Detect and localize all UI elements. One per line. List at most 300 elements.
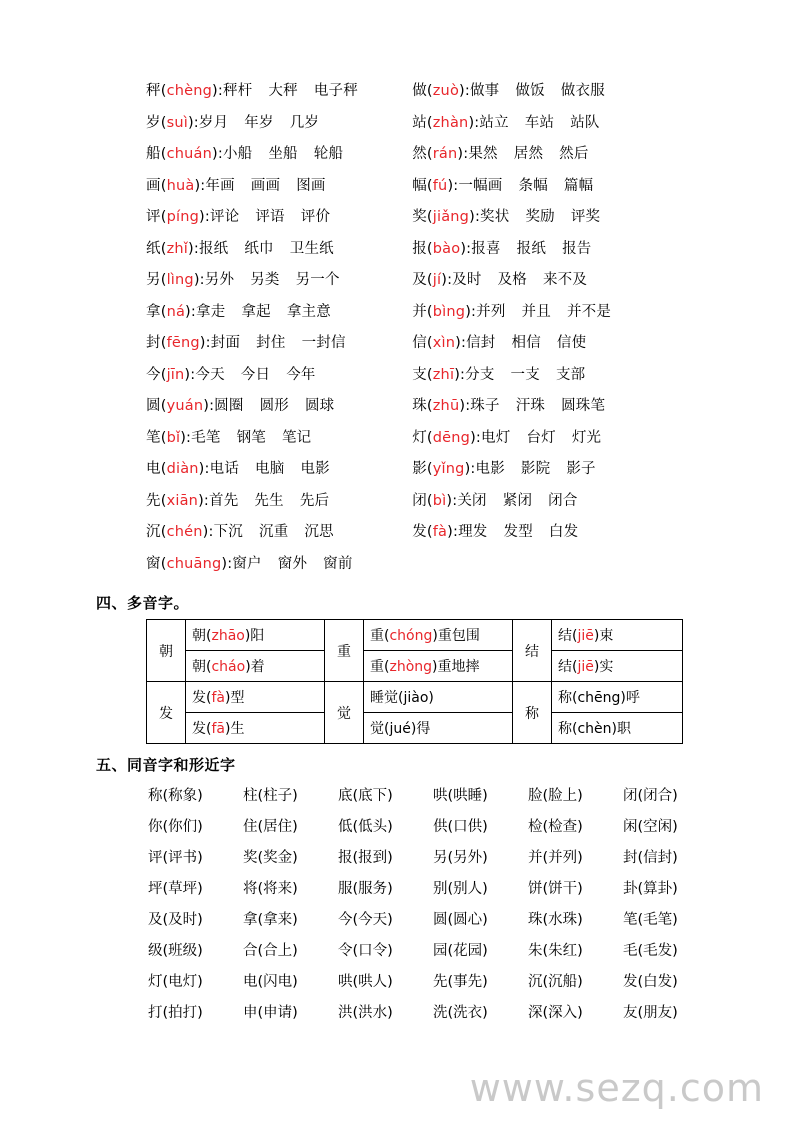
homophone-cell: 今(今天)	[338, 912, 393, 928]
word-entry-right	[412, 234, 716, 266]
word-term: 钢笔	[236, 429, 266, 446]
word-headword: 并(bìng):	[412, 303, 477, 320]
word-term: 影子	[566, 461, 596, 477]
document-content	[96, 76, 716, 1029]
homophone-cell: 先(事先)	[433, 974, 488, 990]
word-term: 轮船	[313, 146, 344, 162]
section-5-heading: 五、同音字和形近字	[96, 756, 236, 774]
word-entry-left	[96, 517, 412, 549]
mp-word-cell: 朝(zhāo)阳	[186, 620, 325, 651]
homophone-cell: 低(低头)	[338, 819, 393, 835]
word-term: 奖励	[525, 209, 555, 225]
homophone-cell: 发(白发)	[623, 974, 678, 990]
pinyin-word-list-body	[96, 76, 716, 580]
pinyin: chuán	[166, 146, 212, 162]
pinyin: píng	[166, 209, 199, 225]
homophone-cell: 你(你们)	[148, 819, 203, 835]
word-entry-left	[96, 391, 412, 423]
homophone-cell: 底(底下)	[338, 788, 393, 804]
word-term: 下沉	[213, 524, 243, 540]
pinyin: jiē	[577, 628, 594, 644]
word-row	[96, 454, 716, 486]
word-term: 相信	[511, 335, 541, 351]
word-term: 评语	[255, 209, 285, 225]
homophone-cell: 服(服务)	[338, 881, 393, 897]
word-term: 卫生纸	[289, 240, 334, 257]
word-term: 今年	[286, 366, 316, 383]
pinyin: bìng	[432, 303, 466, 320]
word-headword: 拿(ná):	[146, 303, 196, 320]
word-term: 先后	[299, 492, 330, 509]
word-term: 果然	[468, 146, 498, 162]
homophone-cell: 洪(洪水)	[338, 1005, 393, 1021]
word-entry-left	[96, 265, 412, 297]
pinyin: xìn	[432, 335, 456, 351]
word-term: 电子秤	[313, 83, 358, 99]
word-headword: 纸(zhǐ):	[146, 240, 199, 257]
word-term: 首先	[209, 492, 239, 509]
word-term: 报告	[562, 240, 592, 257]
word-entry-left	[96, 423, 412, 455]
word-term: 拿起	[241, 303, 271, 320]
word-entry-left	[96, 234, 412, 266]
pinyin: fēng	[166, 335, 200, 351]
word-term: 做饭	[515, 83, 545, 99]
word-term: 纸巾	[244, 240, 274, 257]
word-entry-right	[412, 549, 716, 581]
word-term: 奖状	[480, 209, 510, 225]
word-entry-right	[412, 202, 716, 234]
word-term: 沉重	[259, 524, 289, 540]
word-term: 发型	[503, 524, 533, 540]
homophone-cell: 评(评书)	[148, 850, 203, 866]
pinyin: chuāng	[166, 555, 222, 572]
word-term: 沉思	[304, 524, 334, 540]
mp-row	[147, 651, 683, 682]
word-row	[96, 360, 716, 392]
pinyin: dēng	[432, 429, 471, 446]
pinyin-word-list	[96, 76, 716, 580]
word-entry-right	[412, 391, 716, 423]
word-entry-left	[96, 360, 412, 392]
word-term: 做事	[469, 83, 500, 99]
homophone-cell: 封(信封)	[623, 850, 678, 866]
word-row	[96, 549, 716, 581]
homophone-cell: 饼(饼干)	[528, 881, 583, 897]
word-headword: 及(jí):	[412, 272, 453, 288]
homophone-body	[146, 781, 716, 1029]
word-headword: 报(bào):	[412, 240, 472, 257]
pinyin: jīn	[166, 366, 185, 383]
word-term: 然后	[559, 146, 589, 162]
homophone-cell: 脸(脸上)	[528, 788, 583, 804]
pinyin: zhǐ	[166, 240, 188, 257]
mp-character: 结	[513, 620, 552, 682]
word-headword: 电(diàn):	[146, 461, 210, 477]
homophone-cell: 将(将来)	[243, 881, 298, 897]
mp-row	[147, 620, 683, 651]
homophone-cell: 闭(闭合)	[623, 788, 678, 804]
homophone-cell: 级(班级)	[148, 943, 203, 959]
word-headword: 另(lìng):	[146, 272, 205, 288]
homophone-cell: 园(花园)	[433, 943, 488, 959]
word-entry-left	[96, 328, 412, 360]
word-headword: 岁(suì):	[146, 114, 199, 131]
word-term: 年岁	[244, 114, 274, 131]
word-entry-left	[96, 202, 412, 234]
word-term: 窗户	[232, 555, 262, 572]
word-term: 拿走	[196, 303, 226, 320]
word-term: 篇幅	[563, 177, 594, 194]
word-entry-right	[412, 328, 716, 360]
pinyin: zhòng	[389, 659, 433, 675]
word-term: 小船	[222, 146, 253, 162]
homophone-cell: 柱(柱子)	[243, 788, 298, 804]
word-row	[96, 234, 716, 266]
mp-word-cell: 重(zhòng)重地摔	[364, 651, 513, 682]
word-entry-left	[96, 171, 412, 203]
word-headword: 支(zhī):	[412, 366, 466, 383]
mp-word-cell: 重(chóng)重包围	[364, 620, 513, 651]
word-term: 圆珠笔	[561, 398, 606, 414]
word-entry-right	[412, 454, 716, 486]
homophone-cell: 令(口令)	[338, 943, 393, 959]
word-term: 拿主意	[286, 303, 331, 320]
word-headword: 沉(chén):	[146, 524, 214, 540]
word-row	[96, 297, 716, 329]
pinyin: suì	[166, 114, 188, 131]
word-row	[96, 139, 716, 171]
pinyin: bì	[432, 492, 447, 509]
word-term: 报喜	[471, 240, 501, 257]
word-headword: 封(fēng):	[146, 335, 211, 351]
pinyin: chēng	[577, 690, 621, 706]
homophone-cell: 朱(朱红)	[528, 943, 583, 959]
word-headword: 画(huà):	[146, 177, 206, 194]
word-row	[96, 76, 716, 108]
word-entry-left	[96, 297, 412, 329]
mp-character: 发	[147, 682, 186, 744]
word-entry-right	[412, 517, 716, 549]
homophone-cell: 别(别人)	[433, 881, 488, 897]
homophone-cell: 住(居住)	[243, 819, 298, 835]
word-term: 珠子	[470, 398, 500, 414]
mp-row	[147, 682, 683, 713]
homophone-cell: 奖(奖金)	[243, 850, 298, 866]
pinyin: jué	[389, 721, 411, 737]
word-term: 电话	[209, 461, 240, 477]
word-row	[96, 328, 716, 360]
word-term: 今天	[195, 366, 225, 383]
homophone-row	[146, 905, 716, 936]
pinyin: chóng	[389, 628, 433, 644]
word-term: 封面	[210, 335, 241, 351]
pinyin: jiē	[577, 659, 594, 675]
word-entry-right	[412, 297, 716, 329]
homophone-cell: 供(口供)	[433, 819, 488, 835]
homophone-cell: 另(另外)	[433, 850, 488, 866]
pinyin: yuán	[166, 398, 204, 414]
word-term: 灯光	[571, 429, 602, 446]
word-entry-right	[412, 139, 716, 171]
pinyin: huà	[166, 177, 195, 194]
word-term: 一幅画	[458, 177, 503, 194]
word-term: 圆圈	[214, 398, 244, 414]
word-term: 车站	[524, 114, 555, 131]
pinyin: ná	[166, 303, 186, 320]
pinyin: jí	[432, 272, 442, 288]
word-term: 评价	[300, 209, 331, 225]
word-term: 站立	[479, 114, 509, 131]
homophone-table	[146, 781, 716, 1029]
pinyin: rán	[432, 146, 458, 162]
homophone-cell: 深(深入)	[528, 1005, 583, 1021]
homophone-cell: 合(合上)	[243, 943, 298, 959]
multi-pronunciation-table-wrap	[96, 619, 716, 744]
word-headword: 船(chuán):	[146, 146, 223, 162]
word-term: 信使	[556, 335, 587, 351]
homophone-cell: 珠(水珠)	[528, 912, 583, 928]
word-term: 电影	[475, 461, 505, 477]
word-term: 及格	[497, 272, 527, 288]
homophone-cell: 哄(哄睡)	[433, 788, 488, 804]
word-row	[96, 202, 716, 234]
word-entry-right	[412, 360, 716, 392]
pinyin: zuò	[432, 83, 460, 99]
word-term: 站队	[570, 114, 600, 131]
word-term: 居然	[513, 146, 544, 162]
pinyin: zhāo	[211, 628, 245, 644]
homophone-row	[146, 967, 716, 998]
word-headword: 做(zuò):	[412, 83, 470, 99]
word-term: 圆形	[259, 398, 289, 414]
homophone-row	[146, 874, 716, 905]
word-term: 白发	[548, 524, 579, 540]
word-term: 电脑	[255, 461, 285, 477]
word-entry-left	[96, 76, 412, 108]
word-term: 电灯	[481, 429, 511, 446]
word-entry-left	[96, 454, 412, 486]
pinyin: chèng	[166, 83, 213, 99]
mp-word-cell: 朝(cháo)着	[186, 651, 325, 682]
pinyin: jiǎng	[432, 209, 470, 225]
word-headword: 圆(yuán):	[146, 398, 215, 414]
word-term: 图画	[296, 177, 326, 194]
homophone-row	[146, 812, 716, 843]
word-term: 并且	[521, 303, 551, 320]
word-term: 信封	[466, 335, 496, 351]
word-headword: 站(zhàn):	[412, 114, 480, 131]
word-row	[96, 265, 716, 297]
homophone-cell: 并(并列)	[528, 850, 583, 866]
word-term: 并列	[476, 303, 506, 320]
word-headword: 信(xìn):	[412, 335, 467, 351]
homophone-cell: 申(申请)	[243, 1005, 298, 1021]
mp-character: 重	[325, 620, 364, 682]
word-headword: 今(jīn):	[146, 366, 196, 383]
homophone-cell: 闲(空闲)	[623, 819, 678, 835]
pinyin: fú	[432, 177, 448, 194]
mp-word-cell: 发(fà)型	[186, 682, 325, 713]
mp-word-cell: 结(jiē)束	[552, 620, 683, 651]
word-entry-right	[412, 108, 716, 140]
homophone-cell: 笔(毛笔)	[623, 912, 678, 928]
multi-pronunciation-table	[146, 619, 683, 744]
word-headword: 奖(jiǎng):	[412, 209, 481, 225]
word-term: 支部	[555, 366, 586, 383]
word-row	[96, 486, 716, 518]
word-headword: 珠(zhū):	[412, 398, 471, 414]
homophone-cell: 称(称象)	[148, 788, 203, 804]
homophone-cell: 坪(草坪)	[148, 881, 203, 897]
homophone-cell: 哄(哄人)	[338, 974, 393, 990]
word-row	[96, 171, 716, 203]
mp-word-cell: 称(chèn)职	[552, 713, 683, 744]
mp-word-cell: 觉(jué)得	[364, 713, 513, 744]
word-headword: 发(fà):	[412, 524, 459, 540]
homophone-cell: 沉(沉船)	[528, 974, 583, 990]
word-term: 一封信	[301, 335, 346, 351]
word-term: 报纸	[198, 240, 229, 257]
homophone-cell: 卦(算卦)	[623, 881, 678, 897]
pinyin: chèn	[577, 721, 612, 737]
multi-pronunciation-body	[147, 620, 683, 744]
word-headword: 评(píng):	[146, 209, 210, 225]
word-term: 坐船	[268, 146, 298, 162]
word-term: 紧闭	[502, 492, 533, 509]
word-entry-right	[412, 423, 716, 455]
homophone-cell: 拿(拿来)	[243, 912, 298, 928]
word-headword: 闭(bì):	[412, 492, 458, 509]
word-headword: 然(rán):	[412, 146, 469, 162]
homophone-cell: 灯(电灯)	[148, 974, 203, 990]
word-term: 影院	[520, 461, 551, 477]
homophone-row	[146, 781, 716, 812]
pinyin: cháo	[211, 659, 246, 675]
word-headword: 幅(fú):	[412, 177, 459, 194]
word-term: 另外	[204, 272, 235, 288]
pinyin: fà	[432, 524, 448, 540]
word-headword: 窗(chuāng):	[146, 555, 233, 572]
word-term: 笔记	[281, 429, 312, 446]
mp-word-cell: 睡觉(jiào)	[364, 682, 513, 713]
homophone-row	[146, 998, 716, 1029]
word-term: 报纸	[516, 240, 547, 257]
word-term: 毛笔	[191, 429, 221, 446]
watermark: www.sezq.com	[469, 1066, 764, 1110]
word-entry-left	[96, 549, 412, 581]
word-term: 一支	[510, 366, 540, 383]
homophone-cell: 打(拍打)	[148, 1005, 203, 1021]
pinyin: diàn	[166, 461, 199, 477]
pinyin: lìng	[166, 272, 194, 288]
pinyin: chén	[166, 524, 203, 540]
word-term: 秤杆	[223, 83, 253, 99]
word-term: 分支	[465, 366, 495, 383]
pinyin: fā	[211, 721, 225, 737]
pinyin: bào	[432, 240, 461, 257]
word-term: 闭合	[548, 492, 578, 509]
word-term: 台灯	[526, 429, 556, 446]
word-term: 画画	[250, 177, 281, 194]
word-row	[96, 391, 716, 423]
pinyin: bǐ	[166, 429, 181, 446]
pinyin: yǐng	[432, 461, 465, 477]
word-term: 另一个	[295, 272, 340, 288]
word-entry-left	[96, 486, 412, 518]
word-term: 今日	[240, 366, 271, 383]
word-term: 几岁	[289, 114, 320, 131]
homophone-cell: 毛(毛发)	[623, 943, 678, 959]
word-term: 及时	[452, 272, 482, 288]
word-term: 关闭	[457, 492, 487, 509]
mp-word-cell: 结(jiē)实	[552, 651, 683, 682]
pinyin: zhàn	[432, 114, 469, 131]
word-term: 电影	[300, 461, 330, 477]
word-headword: 先(xiān):	[146, 492, 210, 509]
pinyin: jiào	[403, 690, 429, 706]
word-row	[96, 517, 716, 549]
word-term: 圆球	[304, 398, 335, 414]
word-term: 条幅	[518, 177, 548, 194]
word-term: 年画	[205, 177, 235, 194]
homophone-row	[146, 843, 716, 874]
word-entry-left	[96, 108, 412, 140]
pinyin: xiān	[166, 492, 199, 509]
homophone-cell: 洗(洗衣)	[433, 1005, 488, 1021]
mp-character: 称	[513, 682, 552, 744]
word-term: 先生	[254, 492, 284, 509]
word-entry-left	[96, 139, 412, 171]
section-4-heading: 四、多音字。	[96, 594, 190, 612]
word-entry-right	[412, 486, 716, 518]
word-term: 评论	[209, 209, 240, 225]
word-headword: 秤(chèng):	[146, 83, 223, 99]
homophone-cell: 友(朋友)	[623, 1005, 678, 1021]
word-term: 岁月	[198, 114, 229, 131]
homophone-cell: 圆(圆心)	[433, 912, 488, 928]
mp-character: 朝	[147, 620, 186, 682]
pinyin: zhū	[432, 398, 460, 414]
mp-word-cell: 称(chēng)呼	[552, 682, 683, 713]
mp-word-cell: 发(fā)生	[186, 713, 325, 744]
word-term: 评奖	[570, 209, 601, 225]
word-term: 并不是	[566, 303, 612, 320]
mp-character: 觉	[325, 682, 364, 744]
word-term: 汗珠	[515, 398, 546, 414]
homophone-cell: 报(报到)	[338, 850, 393, 866]
word-headword: 灯(dēng):	[412, 429, 482, 446]
word-term: 来不及	[542, 272, 588, 288]
mp-row	[147, 713, 683, 744]
word-term: 另类	[250, 272, 280, 288]
homophone-row	[146, 936, 716, 967]
word-term: 窗外	[277, 555, 308, 572]
word-headword: 影(yǐng):	[412, 461, 476, 477]
homophone-cell: 检(检查)	[528, 819, 583, 835]
word-term: 窗前	[323, 555, 353, 572]
word-entry-right	[412, 76, 716, 108]
word-row	[96, 423, 716, 455]
word-term: 做衣服	[560, 83, 605, 99]
homophone-cell: 及(及时)	[148, 912, 203, 928]
word-term: 理发	[458, 524, 488, 540]
word-term: 封住	[256, 335, 286, 351]
pinyin: zhī	[432, 366, 455, 383]
pinyin: fà	[211, 690, 225, 706]
word-entry-right	[412, 265, 716, 297]
homophone-cell: 电(闪电)	[243, 974, 298, 990]
